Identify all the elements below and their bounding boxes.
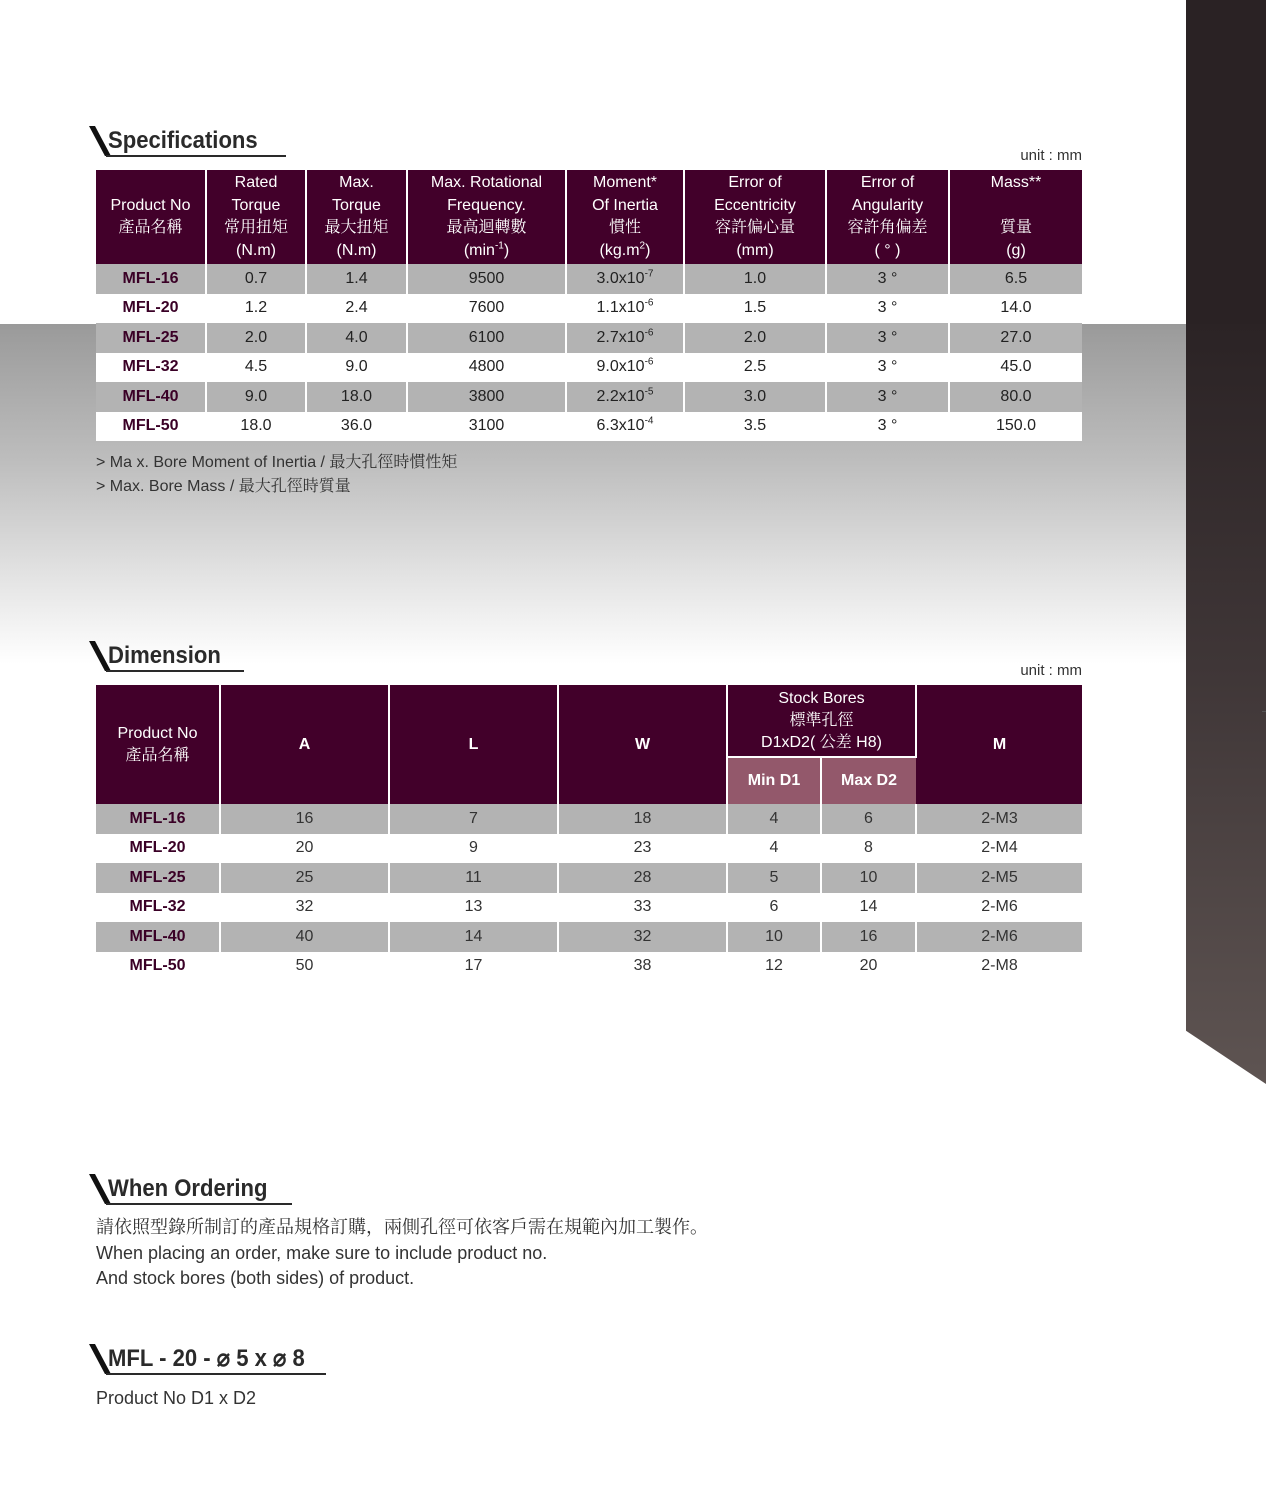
dim-header-l: L bbox=[389, 685, 558, 804]
value-cell: 32 bbox=[558, 922, 727, 952]
spec-unit: unit : mm bbox=[1020, 147, 1082, 164]
product-cell: MFL-32 bbox=[96, 893, 220, 923]
spec-header-rated-torque: Rated Torque 常用扭矩 (N.m) bbox=[206, 170, 306, 264]
value-cell: 1.0 bbox=[684, 264, 826, 294]
value-cell: 17 bbox=[389, 952, 558, 982]
specifications-table bbox=[96, 170, 1082, 441]
spec-header-eccentricity: Error of Eccentricity 容許偏心量 (mm) bbox=[684, 170, 826, 264]
value-cell: 9.0 bbox=[306, 353, 407, 383]
value-cell: 10 bbox=[727, 922, 821, 952]
spec-header-max-torque: Max. Torque 最大扭矩 (N.m) bbox=[306, 170, 407, 264]
spec-header-moment-of-inertia: Moment* Of Inertia 慣性 $(kg.m^2)$ bbox=[566, 170, 684, 264]
ordering-line-zh: 請依照型錄所制訂的產品規格訂購，兩側孔徑可依客戶需在規範內加工製作。 bbox=[96, 1217, 708, 1237]
spec-header-rotational-frequency: Max. Rotational Frequency. 最高迴轉數 $(\min^{-1})$ bbox=[407, 170, 566, 264]
value-cell: 7600 bbox=[407, 294, 566, 324]
value-cell: 25 bbox=[220, 863, 389, 893]
product-cell: MFL-16 bbox=[96, 804, 220, 834]
product-cell: MFL-40 bbox=[96, 922, 220, 952]
inertia-cell: $9.0x10^{-6}$ bbox=[566, 353, 684, 383]
value-cell: 7 bbox=[389, 804, 558, 834]
value-cell: 3 ° bbox=[826, 323, 949, 353]
value-cell: 2.4 bbox=[306, 294, 407, 324]
product-cell: MFL-32 bbox=[96, 353, 206, 383]
product-cell: MFL-40 bbox=[96, 382, 206, 412]
dim-header-w: W bbox=[558, 685, 727, 804]
value-cell: 20 bbox=[821, 952, 916, 982]
value-cell: 2-M6 bbox=[916, 922, 1082, 952]
value-cell: 2-M5 bbox=[916, 863, 1082, 893]
title-underline bbox=[106, 1203, 292, 1205]
spec-row bbox=[96, 264, 1082, 294]
value-cell: 5 bbox=[727, 863, 821, 893]
inertia-cell: $6.3x10^{-4}$ bbox=[566, 412, 684, 442]
inertia-cell: $2.7x10^{-6}$ bbox=[566, 323, 684, 353]
value-cell: 3 ° bbox=[826, 264, 949, 294]
backslash-icon bbox=[86, 126, 106, 154]
dim-unit: unit : mm bbox=[1020, 662, 1082, 679]
value-cell: 16 bbox=[220, 804, 389, 834]
value-cell: 3800 bbox=[407, 382, 566, 412]
ordering-line-en-2: And stock bores (both sides) of product. bbox=[96, 1268, 415, 1288]
spec-header-product: Product No 產品名稱 bbox=[96, 170, 206, 264]
value-cell: 4 bbox=[727, 834, 821, 864]
dim-row bbox=[96, 834, 1082, 864]
value-cell: 28 bbox=[558, 863, 727, 893]
value-cell: 3 ° bbox=[826, 294, 949, 324]
side-bar-gradient bbox=[1186, 324, 1266, 1084]
value-cell: 8 bbox=[821, 834, 916, 864]
value-cell: 38 bbox=[558, 952, 727, 982]
dim-row bbox=[96, 922, 1082, 952]
value-cell: 10 bbox=[821, 863, 916, 893]
value-cell: 1.5 bbox=[684, 294, 826, 324]
value-cell: 16 bbox=[821, 922, 916, 952]
value-cell: 3.5 bbox=[684, 412, 826, 442]
value-cell: 36.0 bbox=[306, 412, 407, 442]
value-cell: 1.2 bbox=[206, 294, 306, 324]
value-cell: 18.0 bbox=[306, 382, 407, 412]
value-cell: 40 bbox=[220, 922, 389, 952]
backslash-icon bbox=[86, 1174, 106, 1202]
dimension-table bbox=[96, 685, 1082, 981]
dim-header-stock-bores: Stock Bores 標準孔徑 D1xD2( 公差 H8) bbox=[727, 685, 916, 757]
value-cell: 18.0 bbox=[206, 412, 306, 442]
product-cell: MFL-20 bbox=[96, 834, 220, 864]
value-cell: 2-M8 bbox=[916, 952, 1082, 982]
inertia-cell: $3.0x10^{-7}$ bbox=[566, 264, 684, 294]
value-cell: 18 bbox=[558, 804, 727, 834]
value-cell: 3.0 bbox=[684, 382, 826, 412]
spec-note-inertia: > Ma x. Bore Moment of Inertia / 最大孔徑時慣性矩 bbox=[96, 454, 458, 471]
dim-row bbox=[96, 893, 1082, 923]
ordering-title: When Ordering bbox=[86, 1172, 281, 1202]
value-cell: 9.0 bbox=[206, 382, 306, 412]
value-cell: 6 bbox=[727, 893, 821, 923]
value-cell: 4.0 bbox=[306, 323, 407, 353]
title-underline bbox=[106, 155, 286, 157]
spec-header-angularity: Error of Angularity 容許角偏差 ( ° ) bbox=[826, 170, 949, 264]
value-cell: 1.4 bbox=[306, 264, 407, 294]
value-cell: 9500 bbox=[407, 264, 566, 294]
product-cell: MFL-20 bbox=[96, 294, 206, 324]
dim-header-m: M bbox=[916, 685, 1082, 804]
dim-row bbox=[96, 863, 1082, 893]
value-cell: 6 bbox=[821, 804, 916, 834]
dim-row bbox=[96, 952, 1082, 982]
backslash-icon bbox=[86, 1344, 106, 1372]
value-cell: 3 ° bbox=[826, 412, 949, 442]
spec-header-mass: Mass** 質量 (g) bbox=[949, 170, 1082, 264]
dim-row bbox=[96, 804, 1082, 834]
product-cell: MFL-25 bbox=[96, 863, 220, 893]
example-caption: Product No D1 x D2 bbox=[96, 1388, 257, 1408]
value-cell: 80.0 bbox=[949, 382, 1082, 412]
side-bar-top bbox=[1186, 0, 1266, 324]
value-cell: 2.5 bbox=[684, 353, 826, 383]
value-cell: 14 bbox=[389, 922, 558, 952]
spec-row bbox=[96, 412, 1082, 442]
specifications-title: Specifications bbox=[86, 124, 271, 154]
value-cell: 2-M3 bbox=[916, 804, 1082, 834]
ordering-line-en-1: When placing an order, make sure to include product no. bbox=[96, 1242, 548, 1263]
value-cell: 32 bbox=[220, 893, 389, 923]
value-cell: 20 bbox=[220, 834, 389, 864]
value-cell: 6.5 bbox=[949, 264, 1082, 294]
value-cell: 12 bbox=[727, 952, 821, 982]
product-cell: MFL-50 bbox=[96, 952, 220, 982]
spec-row bbox=[96, 353, 1082, 383]
value-cell: 4 bbox=[727, 804, 821, 834]
value-cell: 9 bbox=[389, 834, 558, 864]
dimension-title: Dimension bbox=[86, 639, 231, 669]
value-cell: 11 bbox=[389, 863, 558, 893]
spec-row bbox=[96, 323, 1082, 353]
value-cell: 3 ° bbox=[826, 382, 949, 412]
product-cell: MFL-16 bbox=[96, 264, 206, 294]
value-cell: 50 bbox=[220, 952, 389, 982]
value-cell: 2-M4 bbox=[916, 834, 1082, 864]
value-cell: 3 ° bbox=[826, 353, 949, 383]
value-cell: 4800 bbox=[407, 353, 566, 383]
ordering-text bbox=[96, 1215, 708, 1292]
value-cell: 150.0 bbox=[949, 412, 1082, 442]
value-cell: 0.7 bbox=[206, 264, 306, 294]
inertia-cell: $2.2x10^{-5}$ bbox=[566, 382, 684, 412]
product-cell: MFL-25 bbox=[96, 323, 206, 353]
value-cell: 13 bbox=[389, 893, 558, 923]
dim-header-a: A bbox=[220, 685, 389, 804]
value-cell: 23 bbox=[558, 834, 727, 864]
dim-header-product: Product No 產品名稱 bbox=[96, 685, 220, 804]
value-cell: 33 bbox=[558, 893, 727, 923]
value-cell: 2-M6 bbox=[916, 893, 1082, 923]
title-underline bbox=[106, 1373, 326, 1375]
value-cell: 4.5 bbox=[206, 353, 306, 383]
dim-header-min-d1: Min D1 bbox=[727, 757, 821, 804]
value-cell: 6100 bbox=[407, 323, 566, 353]
backslash-icon bbox=[86, 641, 106, 669]
value-cell: 14 bbox=[821, 893, 916, 923]
value-cell: 45.0 bbox=[949, 353, 1082, 383]
spec-note-mass: > Max. Bore Mass / 最大孔徑時質量 bbox=[96, 478, 351, 495]
title-underline bbox=[106, 670, 244, 672]
inertia-cell: $1.1x10^{-6}$ bbox=[566, 294, 684, 324]
side-tick-mark bbox=[1262, 711, 1266, 712]
value-cell: 3100 bbox=[407, 412, 566, 442]
dim-header-max-d2: Max D2 bbox=[821, 757, 916, 804]
value-cell: 2.0 bbox=[206, 323, 306, 353]
value-cell: 14.0 bbox=[949, 294, 1082, 324]
example-title: MFL - 20 - ⌀ 5 x ⌀ 8 bbox=[86, 1342, 322, 1372]
spec-row bbox=[96, 382, 1082, 412]
product-cell: MFL-50 bbox=[96, 412, 206, 442]
value-cell: 2.0 bbox=[684, 323, 826, 353]
value-cell: 27.0 bbox=[949, 323, 1082, 353]
spec-row bbox=[96, 294, 1082, 324]
